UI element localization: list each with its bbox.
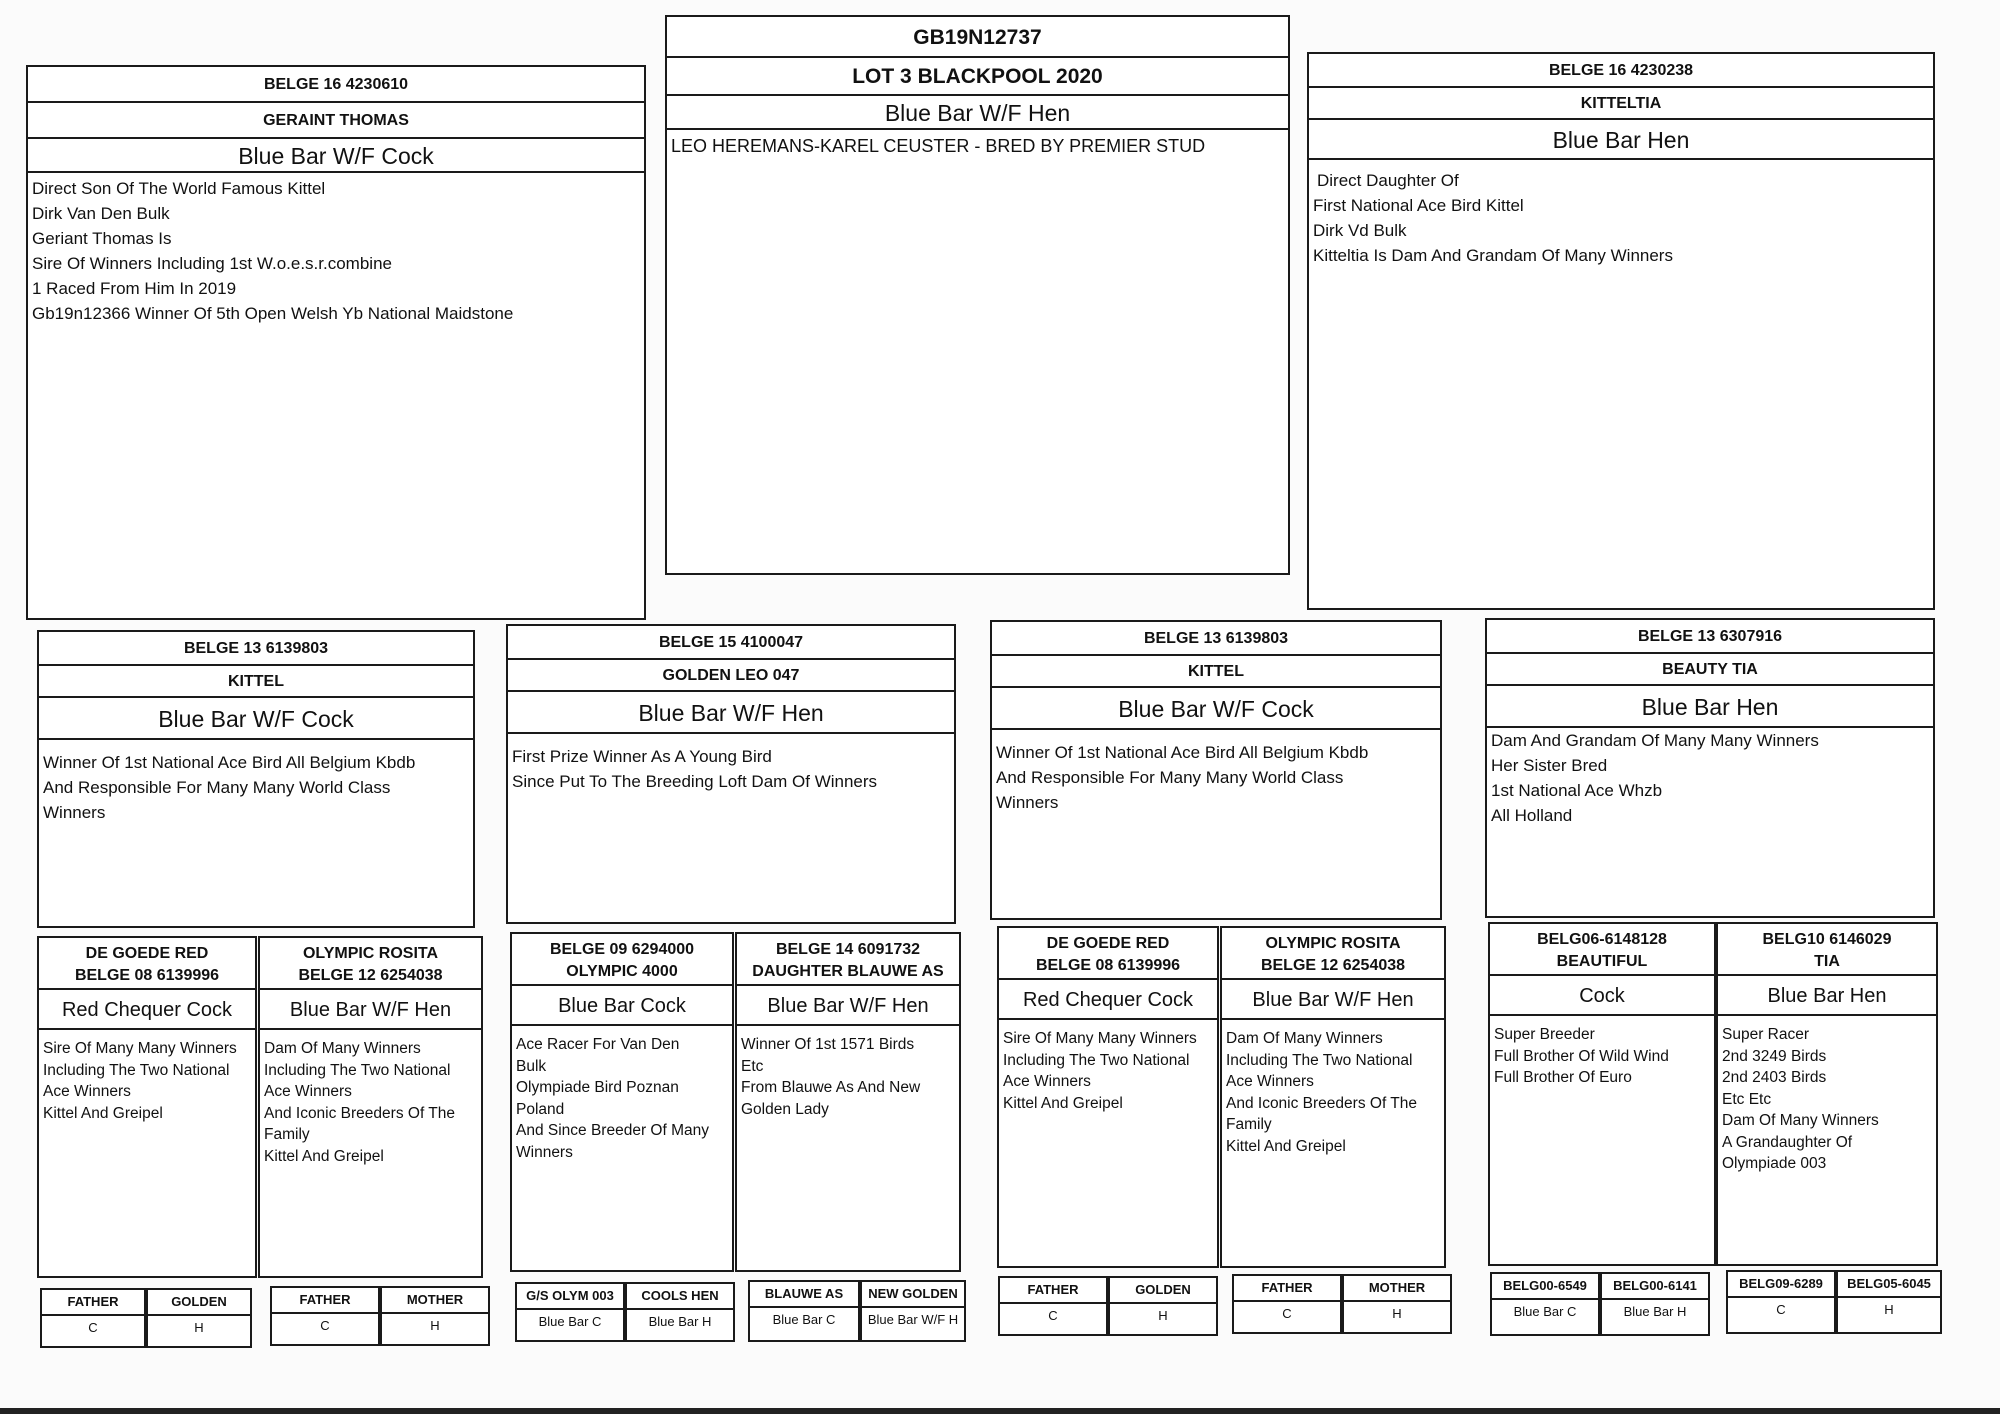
- note-line: Dam Of Many Winners: [264, 1040, 421, 1057]
- mini-value: C: [88, 1320, 98, 1335]
- dam-color: Blue Bar Hen: [1309, 120, 1933, 160]
- gp-name: BEAUTY TIA: [1487, 654, 1933, 686]
- mini-label: MOTHER: [1344, 1276, 1450, 1302]
- ancestor-mini-box: [270, 1286, 380, 1346]
- gp-name: KITTEL: [992, 656, 1440, 688]
- mini-label: NEW GOLDEN: [862, 1282, 964, 1308]
- gp-color: Blue Bar W/F Cock: [992, 688, 1440, 730]
- ggp-line1: DE GOEDE RED: [85, 945, 209, 962]
- dam-card: [1307, 52, 1935, 610]
- note-line: All Holland: [1491, 806, 1573, 825]
- grandparent-card: [990, 620, 1442, 920]
- dam-name: KITTELTIA: [1309, 88, 1933, 120]
- note-line: And Responsible For Many Many World Class: [996, 768, 1344, 787]
- ggp-notes: [1718, 1016, 1936, 1175]
- great-grandparent-card: [510, 932, 734, 1272]
- mini-value: Blue Bar W/F H: [867, 1312, 959, 1327]
- note-line: Including The Two National: [1003, 1051, 1190, 1069]
- mini-value: C: [1048, 1308, 1058, 1323]
- gp-name: KITTEL: [39, 666, 473, 698]
- mini-label: GOLDEN: [1110, 1278, 1216, 1304]
- sire-name: GERAINT THOMAS: [28, 103, 644, 139]
- mini-value: Blue Bar H: [648, 1314, 712, 1329]
- mini-label: G/S OLYM 003: [517, 1284, 623, 1310]
- ggp-header: [512, 934, 732, 986]
- note-line: From Blauwe As And New: [741, 1079, 921, 1096]
- note-line: Direct Daughter Of: [1317, 171, 1459, 190]
- ggp-line2: BELGE 08 6139996: [1035, 957, 1181, 974]
- ggp-header: [999, 928, 1217, 980]
- mini-value: H: [1158, 1308, 1168, 1323]
- ggp-color: Red Chequer Cock: [39, 990, 255, 1030]
- mini-label: FATHER: [42, 1290, 144, 1316]
- mini-value: H: [430, 1318, 440, 1333]
- note-line: Kitteltia Is Dam And Grandam Of Many Winners: [1313, 246, 1673, 265]
- ggp-color: Red Chequer Cock: [999, 980, 1217, 1020]
- ggp-notes: [260, 1030, 481, 1167]
- mini-value: H: [1392, 1306, 1402, 1321]
- ancestor-mini-box: [380, 1286, 490, 1346]
- ggp-header: [737, 934, 959, 986]
- note-line: Including The Two National: [264, 1061, 451, 1079]
- mini-value: Blue Bar H: [1623, 1304, 1687, 1319]
- note-line: Winner Of 1st 1571 Birds: [741, 1036, 915, 1053]
- ggp-line2: TIA: [1814, 953, 1840, 970]
- note-line: Family: [264, 1126, 310, 1143]
- note-line: Including The Two National: [43, 1061, 230, 1079]
- ancestor-mini-box: [1490, 1272, 1600, 1336]
- mini-value: C: [1282, 1306, 1292, 1321]
- ggp-notes: [737, 1026, 959, 1120]
- ggp-line1: BELGE 09 6294000: [549, 941, 695, 958]
- ggp-color: Blue Bar W/F Hen: [737, 986, 959, 1026]
- note-line: And Iconic Breeders Of The: [264, 1104, 455, 1122]
- gp-notes: [992, 730, 1440, 815]
- grandparent-card: [506, 624, 956, 924]
- note-line: Winners: [43, 803, 106, 822]
- ancestor-mini-box: [1108, 1276, 1218, 1336]
- note-line: Dam Of Many Winners: [1722, 1112, 1879, 1129]
- ggp-line2: DAUGHTER BLAUWE AS: [752, 963, 944, 980]
- note-line: First Prize Winner As A Young Bird: [512, 747, 772, 766]
- mini-label: BELG00-6141: [1602, 1274, 1708, 1300]
- ggp-line1: DE GOEDE RED: [1046, 935, 1170, 952]
- ggp-line1: BELG10 6146029: [1762, 931, 1892, 948]
- dam-notes: [1309, 160, 1933, 268]
- grandparent-card: [37, 630, 475, 928]
- main-lot-title: LOT 3 BLACKPOOL 2020: [667, 58, 1288, 96]
- note-line: Winners: [516, 1143, 573, 1161]
- mini-label: BELG00-6549: [1492, 1274, 1598, 1300]
- sire-card: [26, 65, 646, 620]
- ggp-header: [260, 938, 481, 990]
- mini-value: Blue Bar C: [538, 1314, 602, 1329]
- gp-color: Blue Bar W/F Cock: [39, 698, 473, 740]
- note-line: Kittel And Greipel: [264, 1147, 384, 1165]
- great-grandparent-card: [997, 926, 1219, 1268]
- ggp-color: Blue Bar W/F Hen: [1222, 980, 1444, 1020]
- ancestor-mini-box: [1726, 1270, 1836, 1334]
- note-line: Ace Winners: [1003, 1073, 1091, 1090]
- ggp-notes: [1222, 1020, 1444, 1157]
- sire-color: Blue Bar W/F Cock: [28, 139, 644, 173]
- mini-label: COOLS HEN: [627, 1284, 733, 1310]
- note-line: Olympiade 003: [1722, 1155, 1827, 1172]
- ggp-notes: [999, 1020, 1217, 1114]
- ggp-line1: BELG06-6148128: [1537, 931, 1667, 948]
- mini-label: BELG09-6289: [1728, 1272, 1834, 1298]
- ancestor-mini-box: [40, 1288, 146, 1348]
- note-line: Gb19n12366 Winner Of 5th Open Welsh Yb National Maidstone: [32, 304, 514, 323]
- note-line: Ace Winners: [43, 1083, 131, 1100]
- ggp-notes: [1490, 1016, 1714, 1089]
- grandparent-card: [1485, 618, 1935, 918]
- sire-ring: BELGE 16 4230610: [28, 67, 644, 103]
- note-line: 1st National Ace Whzb: [1491, 781, 1663, 800]
- ggp-line2: BELGE 12 6254038: [298, 967, 443, 984]
- gp-ring: BELGE 13 6307916: [1487, 620, 1933, 654]
- ggp-color: Blue Bar Hen: [1718, 976, 1936, 1016]
- note-line: Since Put To The Breeding Loft Dam Of Winners: [512, 772, 878, 791]
- note-line: Kittel And Greipel: [43, 1104, 163, 1122]
- note-line: 1 Raced From Him In 2019: [32, 279, 237, 298]
- note-line: 2nd 2403 Birds: [1722, 1069, 1827, 1086]
- ancestor-mini-box: [625, 1282, 735, 1342]
- mini-value: C: [1776, 1302, 1786, 1317]
- note-line: Winners: [996, 793, 1059, 812]
- gp-notes: [508, 734, 954, 794]
- note-line: Olympiade Bird Poznan: [516, 1079, 679, 1096]
- note-line: Bulk: [516, 1057, 547, 1075]
- note-line: Poland: [516, 1100, 565, 1118]
- ggp-header: [1222, 928, 1444, 980]
- note-line: Dam And Grandam Of Many Many Winners: [1491, 731, 1819, 750]
- mini-label: FATHER: [1000, 1278, 1106, 1304]
- note-line: Golden Lady: [741, 1100, 829, 1118]
- note-line: Super Breeder: [1494, 1026, 1595, 1043]
- mini-value: Blue Bar C: [772, 1312, 836, 1327]
- great-grandparent-card: [1716, 922, 1938, 1266]
- main-breeder: LEO HEREMANS-KAREL CEUSTER - BRED BY PREMIER STUD: [671, 136, 1206, 156]
- gp-notes: [39, 740, 473, 825]
- note-line: Etc Etc: [1722, 1090, 1772, 1108]
- scan-edge: [0, 1408, 2000, 1414]
- great-grandparent-card: [1488, 922, 1716, 1266]
- note-line: Sire Of Many Many Winners: [43, 1040, 237, 1057]
- mini-label: MOTHER: [382, 1288, 488, 1314]
- main-color: Blue Bar W/F Hen: [667, 96, 1288, 130]
- gp-color: Blue Bar W/F Hen: [508, 692, 954, 734]
- note-line: Ace Racer For Van Den: [516, 1036, 680, 1053]
- note-line: Super Racer: [1722, 1026, 1810, 1043]
- mini-label: FATHER: [1234, 1276, 1340, 1302]
- ancestor-mini-box: [1232, 1274, 1342, 1334]
- mini-label: GOLDEN: [148, 1290, 250, 1316]
- ggp-notes: [512, 1026, 732, 1163]
- main-bird-card: [665, 15, 1290, 575]
- note-line: First National Ace Bird Kittel: [1313, 196, 1524, 215]
- sire-notes: [28, 173, 644, 326]
- ggp-color: Blue Bar Cock: [512, 986, 732, 1026]
- note-line: Winner Of 1st National Ace Bird All Belgium Kbdb: [996, 743, 1369, 762]
- note-line: Direct Son Of The World Famous Kittel: [32, 179, 326, 198]
- note-line: Ace Winners: [264, 1083, 352, 1100]
- note-line: Ace Winners: [1226, 1073, 1314, 1090]
- note-line: And Responsible For Many Many World Class: [43, 778, 391, 797]
- ggp-line2: OLYMPIC 4000: [566, 963, 678, 980]
- ggp-line1: OLYMPIC ROSITA: [302, 945, 439, 962]
- mini-label: FATHER: [272, 1288, 378, 1314]
- note-line: And Since Breeder Of Many: [516, 1122, 709, 1139]
- ancestor-mini-box: [748, 1280, 860, 1342]
- ggp-line2: BEAUTIFUL: [1556, 953, 1648, 970]
- ancestor-mini-box: [1600, 1272, 1710, 1336]
- note-line: A Grandaughter Of: [1722, 1133, 1853, 1151]
- note-line: Family: [1226, 1116, 1272, 1133]
- note-line: Sire Of Many Many Winners: [1003, 1030, 1197, 1047]
- great-grandparent-card: [735, 932, 961, 1272]
- note-line: Geriant Thomas Is: [32, 229, 172, 248]
- gp-color: Blue Bar Hen: [1487, 686, 1933, 728]
- great-grandparent-card: [37, 936, 257, 1278]
- ggp-line1: BELGE 14 6091732: [775, 941, 921, 958]
- dam-ring: BELGE 16 4230238: [1309, 54, 1933, 88]
- note-line: Dam Of Many Winners: [1226, 1030, 1383, 1047]
- ancestor-mini-box: [1836, 1270, 1942, 1334]
- great-grandparent-card: [258, 936, 483, 1278]
- note-line: Her Sister Bred: [1491, 756, 1608, 775]
- mini-label: BELG05-6045: [1838, 1272, 1940, 1298]
- ancestor-mini-box: [1342, 1274, 1452, 1334]
- ancestor-mini-box: [515, 1282, 625, 1342]
- ggp-header: [39, 938, 255, 990]
- mini-value: Blue Bar C: [1513, 1304, 1577, 1319]
- mini-value: H: [1884, 1302, 1894, 1317]
- ggp-color: Cock: [1490, 976, 1714, 1016]
- gp-ring: BELGE 13 6139803: [992, 622, 1440, 656]
- ancestor-mini-box: [998, 1276, 1108, 1336]
- ggp-header: [1490, 924, 1714, 976]
- note-line: Including The Two National: [1226, 1051, 1413, 1069]
- note-line: Sire Of Winners Including 1st W.o.e.s.r.combine: [32, 254, 392, 273]
- note-line: Dirk Vd Bulk: [1313, 221, 1407, 240]
- ancestor-mini-box: [146, 1288, 252, 1348]
- gp-ring: BELGE 13 6139803: [39, 632, 473, 666]
- note-line: Dirk Van Den Bulk: [32, 204, 170, 223]
- great-grandparent-card: [1220, 926, 1446, 1268]
- mini-value: C: [320, 1318, 330, 1333]
- main-ring-number: GB19N12737: [667, 17, 1288, 58]
- note-line: And Iconic Breeders Of The: [1226, 1094, 1417, 1112]
- note-line: Full Brother Of Wild Wind: [1494, 1047, 1669, 1065]
- note-line: Kittel And Greipel: [1003, 1094, 1123, 1112]
- note-line: Kittel And Greipel: [1226, 1137, 1346, 1155]
- ancestor-mini-box: [860, 1280, 966, 1342]
- note-line: 2nd 3249 Birds: [1722, 1047, 1827, 1065]
- ggp-line2: BELGE 08 6139996: [74, 967, 220, 984]
- note-line: Full Brother Of Euro: [1494, 1069, 1632, 1086]
- note-line: Winner Of 1st National Ace Bird All Belgium Kbdb: [43, 753, 416, 772]
- ggp-header: [1718, 924, 1936, 976]
- ggp-notes: [39, 1030, 255, 1124]
- mini-value: H: [194, 1320, 204, 1335]
- ggp-line1: OLYMPIC ROSITA: [1265, 935, 1401, 952]
- gp-notes: [1487, 728, 1933, 828]
- mini-label: BLAUWE AS: [750, 1282, 858, 1308]
- gp-name: GOLDEN LEO 047: [508, 660, 954, 692]
- ggp-color: Blue Bar W/F Hen: [260, 990, 481, 1030]
- note-line: Etc: [741, 1057, 764, 1075]
- gp-ring: BELGE 15 4100047: [508, 626, 954, 660]
- ggp-line2: BELGE 12 6254038: [1260, 957, 1406, 974]
